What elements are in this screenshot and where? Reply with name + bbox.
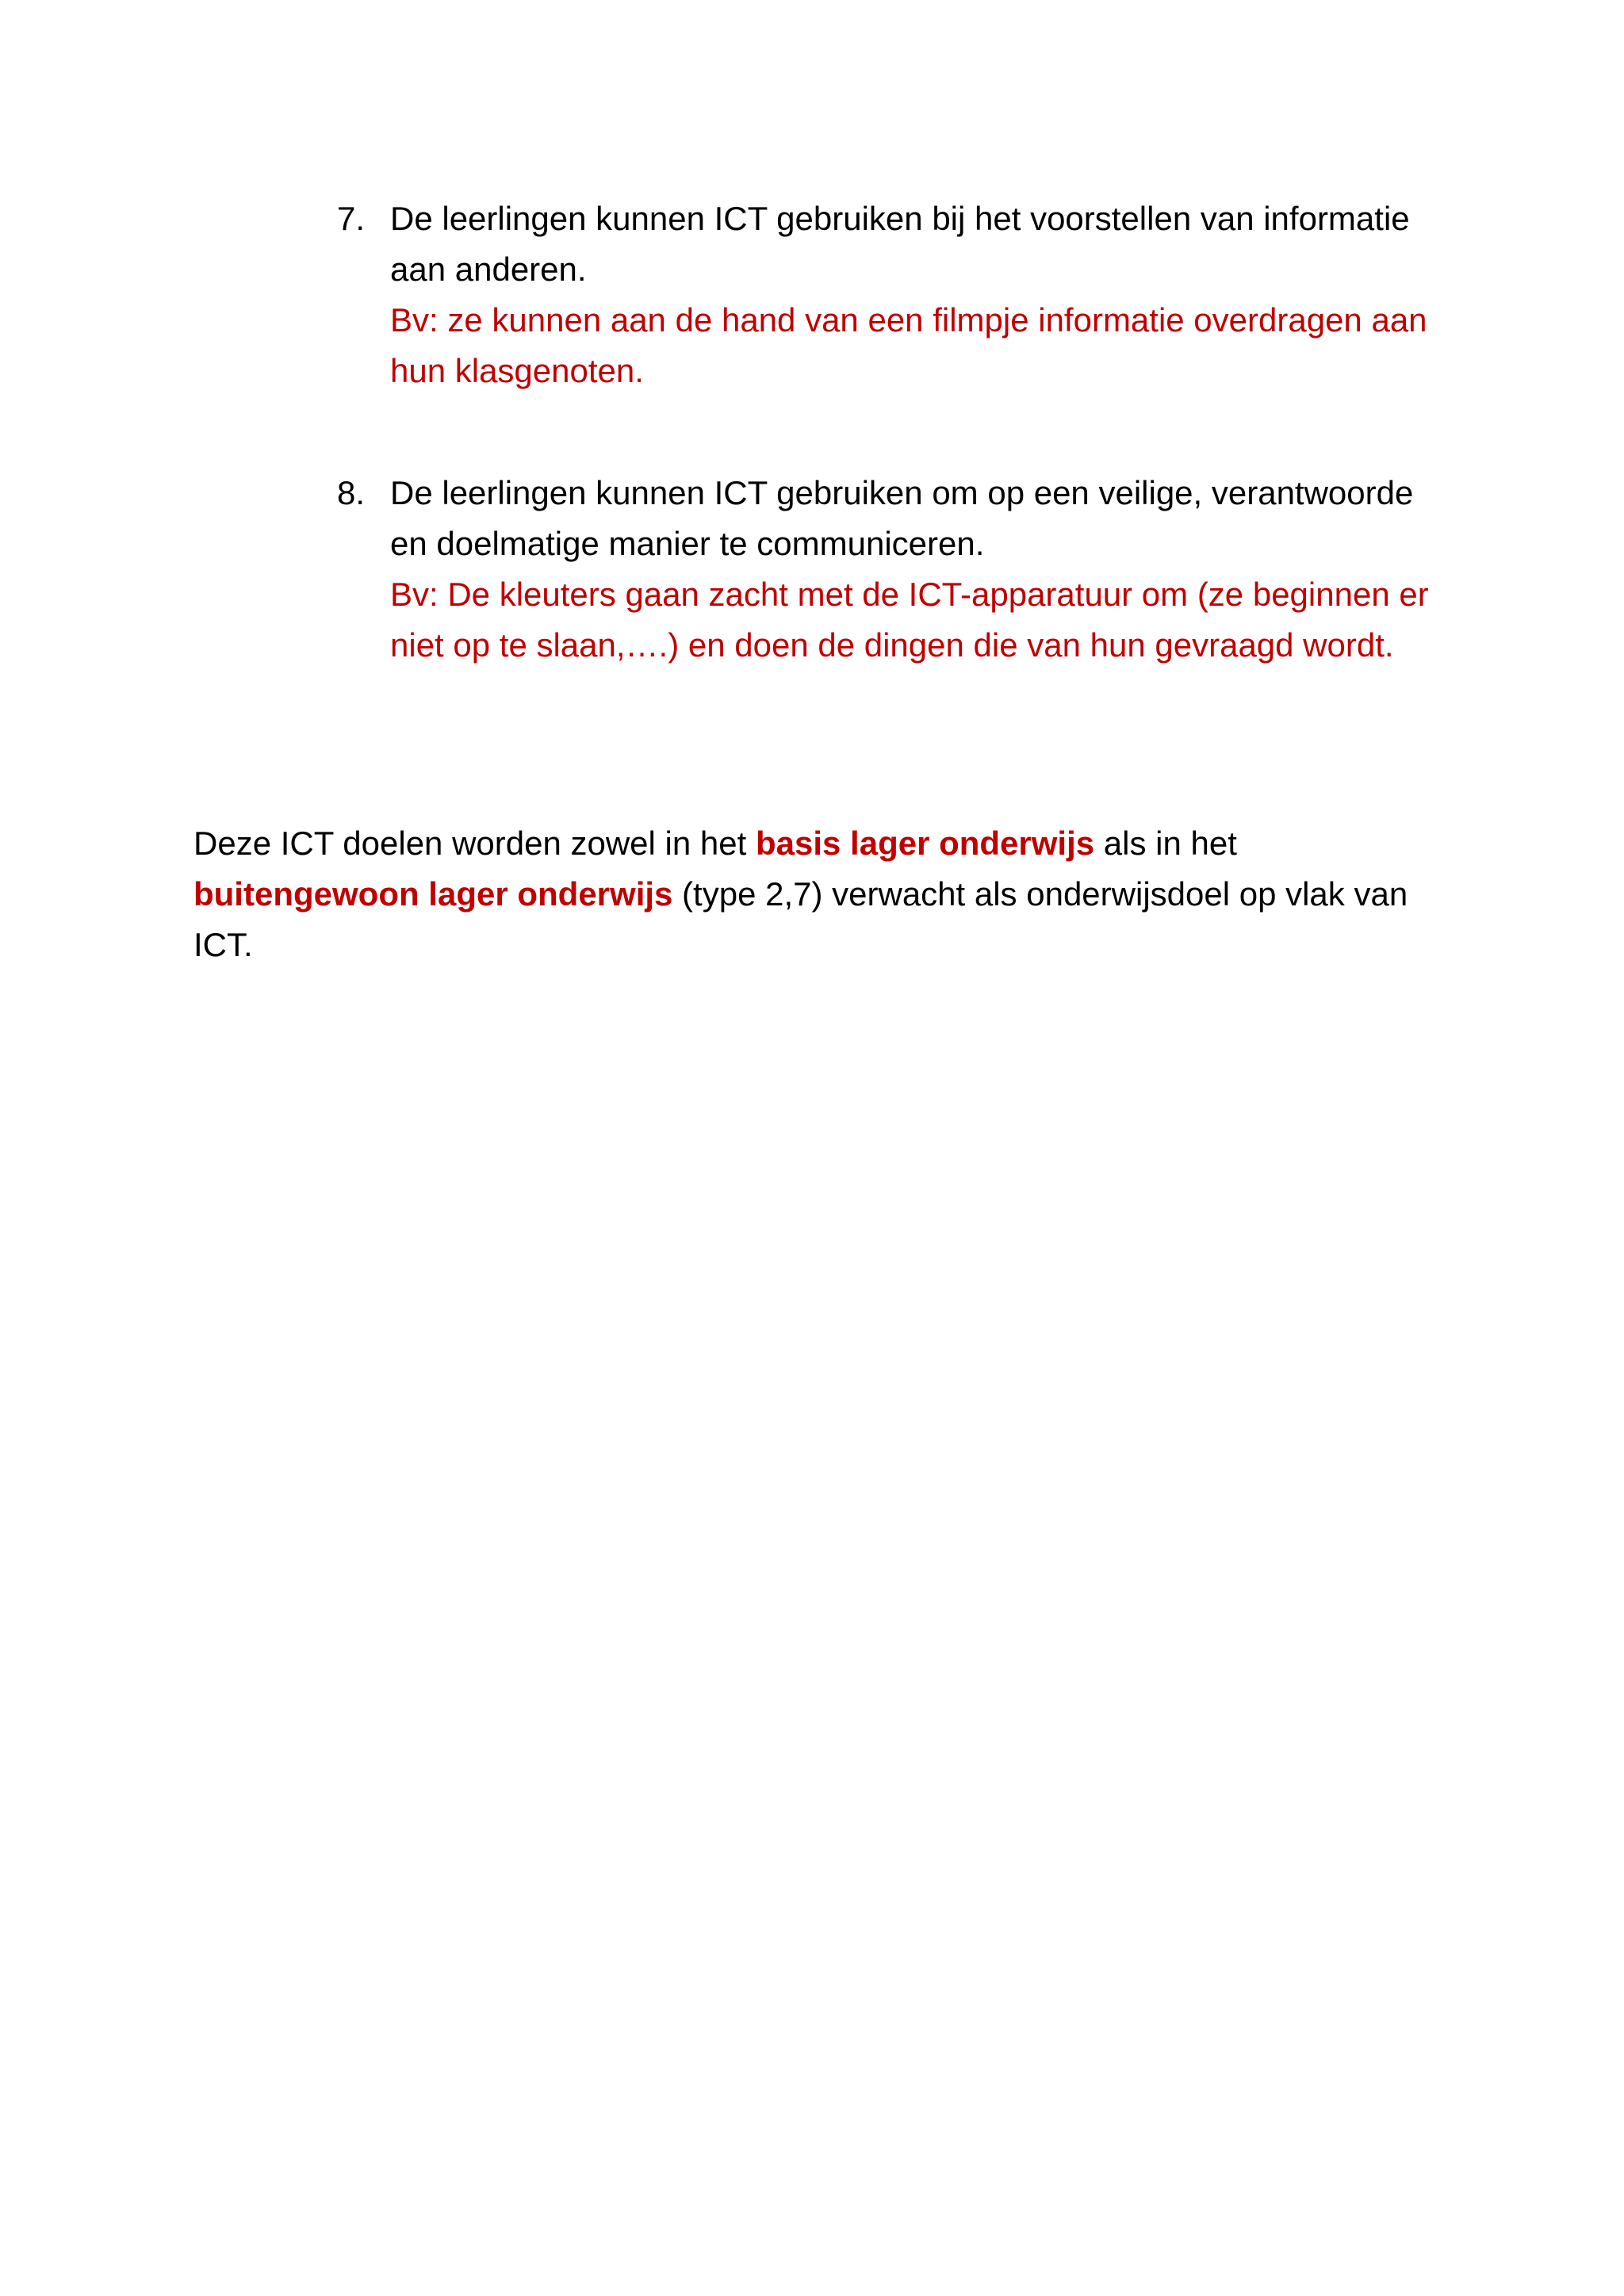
summary-text: (type 2,7) verwacht als onderwijsdoel op vlak van ICT. <box>193 875 1408 963</box>
goal-number: 7. <box>337 200 366 237</box>
summary-text: als in het <box>1094 825 1237 862</box>
goal-example: Bv: De kleuters gaan zacht met de ICT-apparatuur om (ze beginnen er niet op te slaan,….) en doen de dingen die van hun gevraagd wordt. <box>390 576 1429 664</box>
goal-body <box>390 193 1437 396</box>
goal-text: De leerlingen kunnen ICT gebruiken bij het voorstellen van informatie aan anderen. <box>390 200 1410 288</box>
goal-number: 8. <box>337 474 366 511</box>
highlight-buitengewoon-lager-onderwijs: buitengewoon lager onderwijs <box>193 875 673 913</box>
highlight-basis-lager-onderwijs: basis lager onderwijs <box>755 825 1095 862</box>
summary-paragraph <box>193 818 1431 970</box>
goal-body <box>390 468 1437 671</box>
goal-text: De leerlingen kunnen ICT gebruiken om op een veilige, verantwoorde en doelmatige manier te communiceren. <box>390 474 1414 562</box>
summary-text: Deze ICT doelen worden zowel in het <box>193 825 756 862</box>
goal-example: Bv: ze kunnen aan de hand van een filmpje informatie overdragen aan hun klasgenoten. <box>390 301 1427 389</box>
